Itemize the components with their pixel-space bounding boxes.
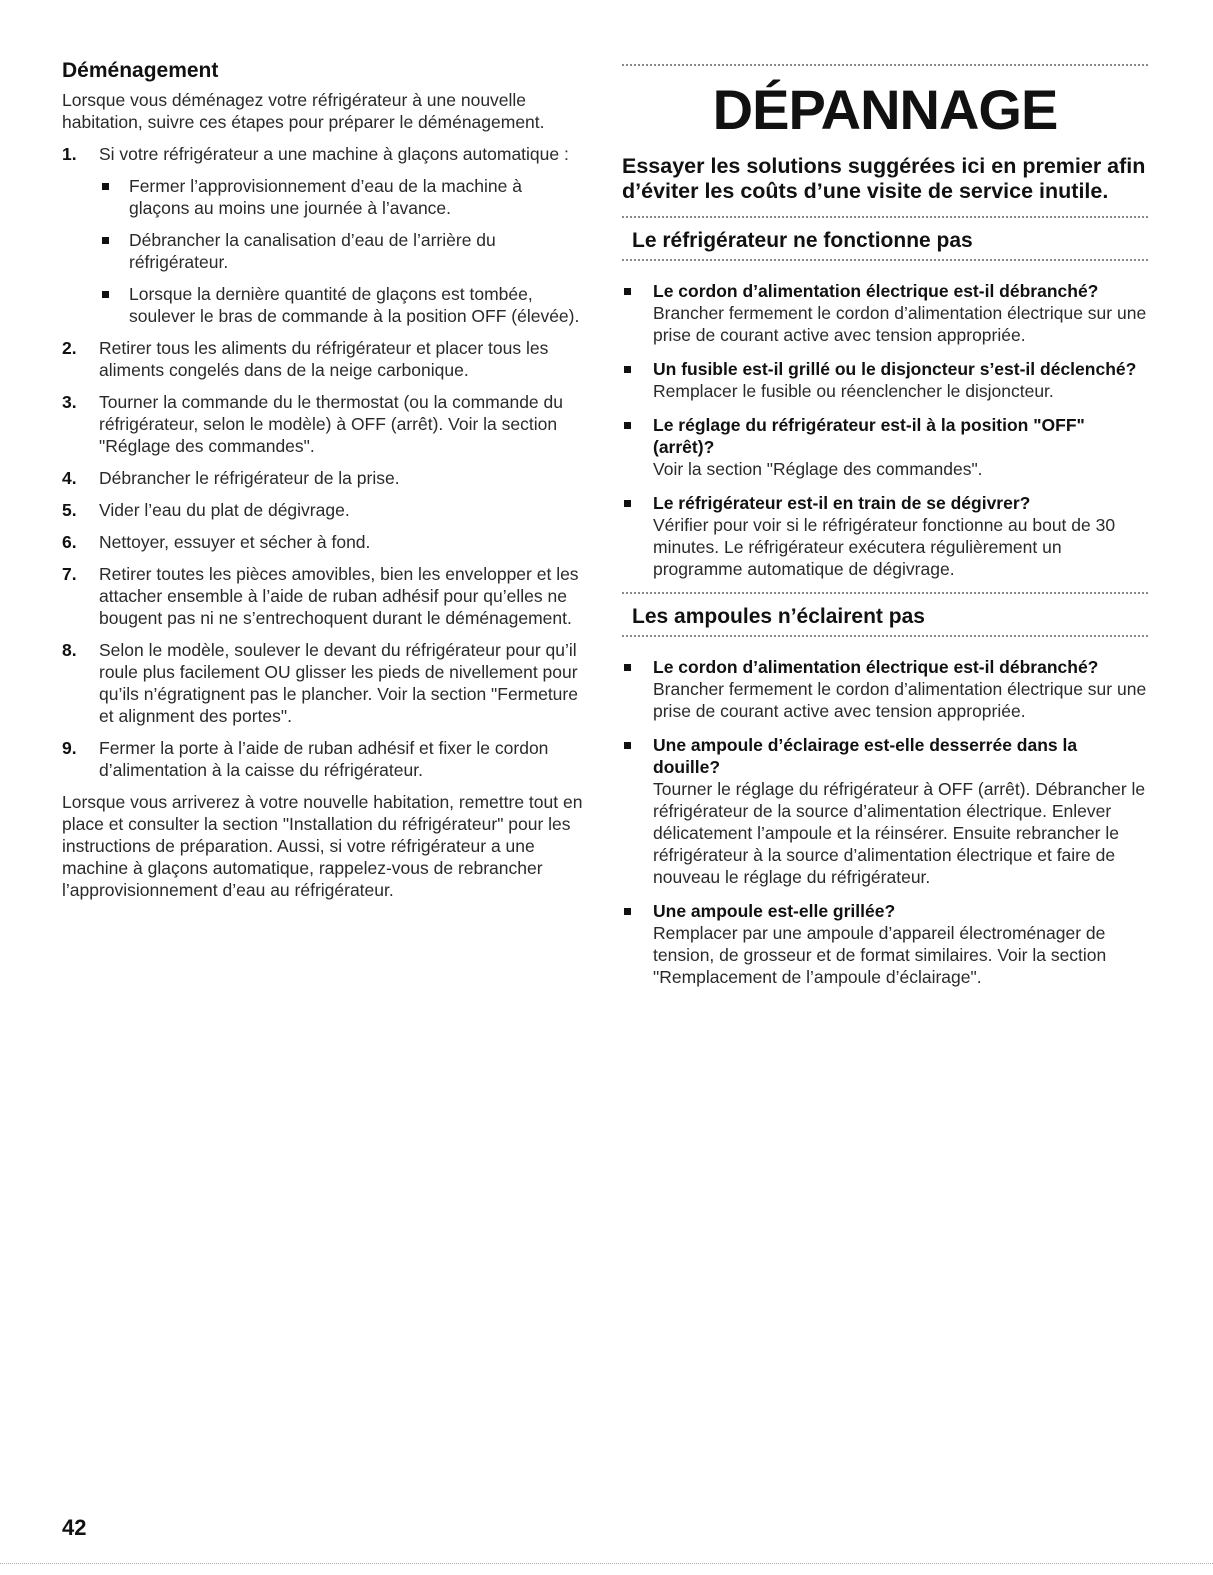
step-text: Retirer toutes les pièces amovibles, bien les envelopper et les attacher ensemble à l’aide de ruban adhésif pour qu’elles ne bougent pas ni ne s’entrechoquent durant le déménagement. <box>99 564 579 629</box>
list-item <box>62 563 584 629</box>
divider <box>622 64 1148 69</box>
step-number: 3. <box>62 392 77 413</box>
bullet-icon <box>624 742 631 749</box>
list-item <box>622 734 1148 888</box>
list-item <box>62 391 584 457</box>
bullet-icon <box>624 908 631 915</box>
troubleshooting-section <box>622 64 1148 1000</box>
bullet-icon <box>624 422 631 429</box>
step-number: 7. <box>62 564 77 585</box>
step-text: Selon le modèle, soulever le devant du réfrigérateur pour qu’il roule plus facilement OU glisser les pieds de nivellement pour qu’ils n’égratignent pas le plancher. Voir la section "Fermeture et alignment des portes". <box>99 640 578 727</box>
list-item <box>62 639 584 727</box>
divider <box>622 216 1148 221</box>
list-item <box>99 229 584 273</box>
list-item <box>622 900 1148 988</box>
list-item <box>62 737 584 781</box>
list-item <box>62 337 584 381</box>
divider <box>622 259 1148 264</box>
question: Le cordon d’alimentation électrique est-il débranché? <box>653 656 1099 677</box>
steps-list <box>62 143 584 781</box>
answer: Remplacer le fusible ou réenclencher le disjoncteur. <box>653 380 1054 401</box>
list-item <box>622 492 1148 580</box>
intro-heading: Essayer les solutions suggérées ici en premier afin d’éviter les coûts d’une visite de service inutile. <box>622 153 1146 203</box>
divider <box>622 635 1148 640</box>
divider <box>0 1563 1213 1564</box>
sub-list <box>99 175 584 327</box>
list-item <box>62 467 584 489</box>
answer: Brancher fermement le cordon d’alimentation électrique sur une prise de courant active avec tension appropriée. <box>653 302 1147 345</box>
subsection-heading: Les ampoules n’éclairent pas <box>632 604 925 628</box>
step-number: 4. <box>62 468 77 489</box>
bullet-icon <box>624 500 631 507</box>
question: Le cordon d’alimentation électrique est-il débranché? <box>653 280 1099 301</box>
list-item <box>622 358 1148 402</box>
qa-list <box>622 656 1148 988</box>
bullet-icon <box>102 183 109 190</box>
answer: Brancher fermement le cordon d’alimentation électrique sur une prise de courant active avec tension appropriée. <box>653 678 1147 721</box>
closing-paragraph: Lorsque vous arriverez à votre nouvelle habitation, remettre tout en place et consulter la section "Installation du réfrigérateur" pour les instructions de préparation. Aussi, si votre réfrigérateur a une machine à glaçons automatique, rappelez-vous de rebrancher l’approvisionnement d’eau au réfrigérateur. <box>62 792 583 901</box>
bullet-icon <box>624 664 631 671</box>
step-text: Vider l’eau du plat de dégivrage. <box>99 500 350 521</box>
bullet-icon <box>102 291 109 298</box>
sub-item-text: Débrancher la canalisation d’eau de l’arrière du réfrigérateur. <box>129 230 496 273</box>
step-number: 9. <box>62 738 77 759</box>
answer: Remplacer par une ampoule d’appareil électroménager de tension, de grosseur et de format similaires. Voir la section "Remplacement de l’ampoule d’éclairage". <box>653 922 1107 987</box>
subsection-heading: Le réfrigérateur ne fonctionne pas <box>632 228 973 252</box>
list-item <box>62 499 584 521</box>
sub-item-text: Fermer l’approvisionnement d’eau de la machine à glaçons au moins une journée à l’avance. <box>129 176 522 219</box>
step-text: Si votre réfrigérateur a une machine à glaçons automatique : <box>99 144 569 165</box>
divider <box>622 592 1148 597</box>
qa-list <box>622 280 1148 580</box>
list-item <box>99 175 584 219</box>
question: Une ampoule d’éclairage est-elle desserrée dans la douille? <box>653 734 1078 777</box>
question: Le réfrigérateur est-il en train de se dégivrer? <box>653 492 1031 513</box>
bullet-icon <box>624 288 631 295</box>
step-number: 1. <box>62 144 77 165</box>
section-heading: Déménagement <box>62 59 219 82</box>
list-item <box>622 656 1148 722</box>
page-title: DÉPANNAGE <box>712 78 1058 141</box>
bullet-icon <box>102 237 109 244</box>
step-number: 5. <box>62 500 77 521</box>
answer: Tourner le réglage du réfrigérateur à OFF (arrêt). Débrancher le réfrigérateur de la source d’alimentation électrique. Enlever délicatement l’ampoule et la réinsérer. Ensuite rebrancher le réfrigérateur à la source d’alimentation électrique et faire de nouveau le réglage du réfrigérateur. <box>653 778 1146 887</box>
answer: Vérifier pour voir si le réfrigérateur fonctionne au bout de 30 minutes. Le réfrigérateur exécutera régulièrement un programme automatique de dégivrage. <box>653 514 1116 579</box>
list-item <box>622 280 1148 346</box>
step-text: Nettoyer, essuyer et sécher à fond. <box>99 532 371 553</box>
intro-paragraph: Lorsque vous déménagez votre réfrigérateur à une nouvelle habitation, suivre ces étapes pour préparer le déménagement. <box>62 90 545 133</box>
page-number: 42 <box>62 1515 87 1540</box>
list-item <box>622 414 1148 480</box>
answer: Voir la section "Réglage des commandes". <box>653 458 983 479</box>
step-text: Retirer tous les aliments du réfrigérateur et placer tous les aliments congelés dans de la neige carbonique. <box>99 338 549 381</box>
step-number: 2. <box>62 338 77 359</box>
moving-section <box>62 58 584 911</box>
step-number: 8. <box>62 640 77 661</box>
step-number: 6. <box>62 532 77 553</box>
list-item <box>99 283 584 327</box>
question: Une ampoule est-elle grillée? <box>653 900 896 921</box>
question: Le réglage du réfrigérateur est-il à la position "OFF" (arrêt)? <box>653 414 1085 457</box>
list-item <box>62 143 584 327</box>
bullet-icon <box>624 366 631 373</box>
step-text: Fermer la porte à l’aide de ruban adhésif et fixer le cordon d’alimentation à la caisse du réfrigérateur. <box>99 738 549 781</box>
list-item <box>62 531 584 553</box>
step-text: Débrancher le réfrigérateur de la prise. <box>99 468 400 489</box>
sub-item-text: Lorsque la dernière quantité de glaçons est tombée, soulever le bras de commande à la position OFF (élevée). <box>129 284 580 327</box>
step-text: Tourner la commande du le thermostat (ou la commande du réfrigérateur, selon le modèle) à OFF (arrêt). Voir la section "Réglage des commandes". <box>99 392 563 457</box>
question: Un fusible est-il grillé ou le disjoncteur s’est-il déclenché? <box>653 358 1137 379</box>
